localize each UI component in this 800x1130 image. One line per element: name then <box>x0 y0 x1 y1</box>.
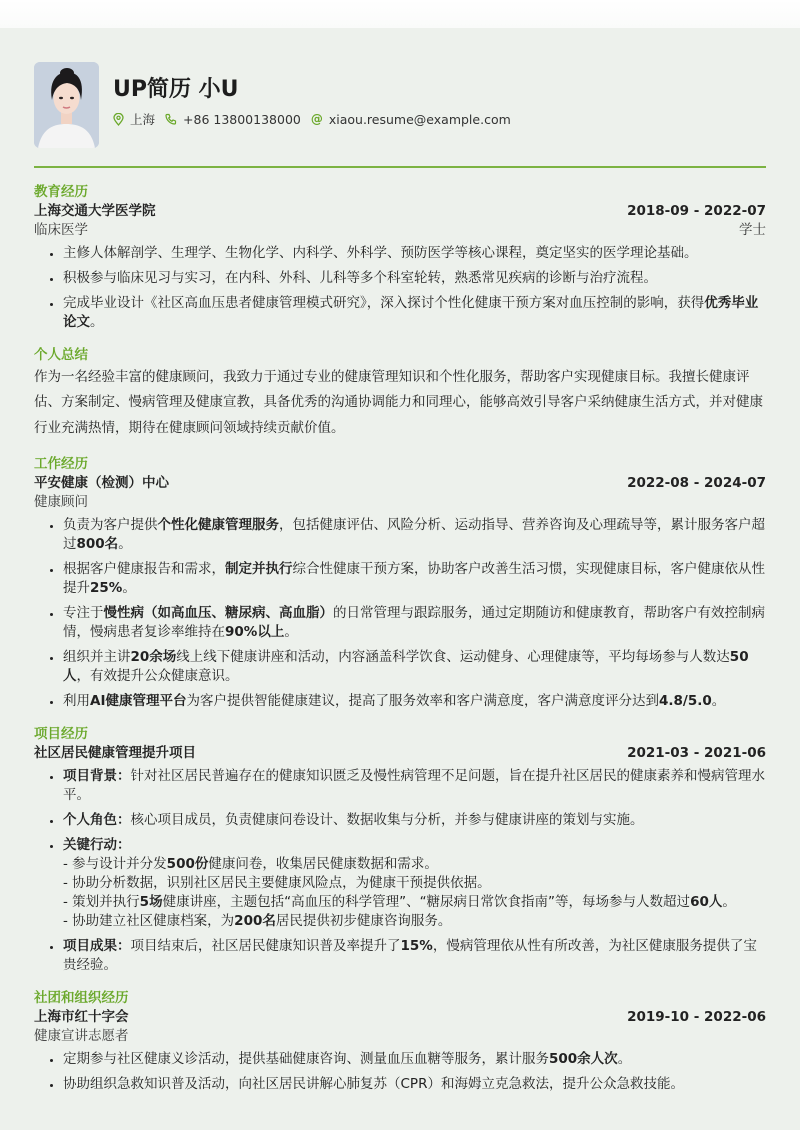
text-segment: 专注于 <box>63 605 104 621</box>
text-segment: 综合性健康干预方案，协助客户改善生活习惯，实现健康目标，客户健康依从性提升 <box>63 561 765 596</box>
resume-sections <box>34 183 766 1095</box>
text-segment: 。 <box>118 536 132 552</box>
bullet-item <box>63 560 766 598</box>
candidate-name: UP简历 小U <box>113 77 239 102</box>
text-segment: 定期参与社区健康义诊活动，提供基础健康咨询、测量血压血糖等服务，累计服务 <box>63 1051 549 1067</box>
entry-header <box>34 202 766 221</box>
resume-header <box>34 62 766 148</box>
text-segment: ，有效提升公众健康意识。 <box>76 668 239 684</box>
bold-text: 4.8/5.0 <box>658 693 712 709</box>
phone-icon <box>165 113 177 125</box>
entry-date: 2021-03 - 2021-06 <box>627 745 766 761</box>
bold-text: 项目成果： <box>63 938 131 954</box>
bullet-item <box>63 648 766 686</box>
bullet-item <box>63 767 766 805</box>
text-segment: 根据客户健康报告和需求， <box>63 561 225 577</box>
contact-email <box>311 112 511 127</box>
entry-subtitle: 健康宣讲志愿者 <box>34 1028 129 1044</box>
text-segment: 协助组织急救知识普及活动，向社区居民讲解心肺复苏（CPR）和海姆立克急救法，提升公众急救技能。 <box>63 1076 684 1092</box>
section-title: 个人总结 <box>34 346 88 363</box>
bold-text: AI健康管理平台 <box>90 693 187 709</box>
entry-title: 平安健康（检测）中心 <box>34 475 169 491</box>
bullet-item <box>63 244 766 263</box>
bold-text: 关键行动： <box>63 837 131 853</box>
bold-text: 制定并执行 <box>225 561 293 577</box>
section <box>34 346 766 442</box>
text-segment: - 参与设计并分发 <box>63 856 167 872</box>
bullet-item <box>63 1075 766 1094</box>
bold-text: 25% <box>90 580 123 596</box>
map-pin-icon <box>113 113 124 126</box>
text-segment: ，包括健康评估、风险分析、运动指导、营养咨询及心理疏导等，累计服务客户超过 <box>63 517 765 552</box>
sub-bullet-line <box>63 912 766 931</box>
entry-subheader <box>34 1027 766 1046</box>
bold-text: 5场 <box>139 894 163 910</box>
text-segment: 负责为客户提供 <box>63 517 158 533</box>
bold-text: 60人 <box>690 894 723 910</box>
entry-title: 上海市红十字会 <box>34 1009 129 1025</box>
text-segment: 。 <box>284 624 298 640</box>
entry-subtitle: 健康顾问 <box>34 494 88 510</box>
bullet-list <box>34 516 766 711</box>
text-segment: 针对社区居民普遍存在的健康知识匮乏及慢性病管理不足问题，旨在提升社区居民的健康素养和慢病管理水平。 <box>63 768 765 803</box>
top-band <box>0 0 800 28</box>
bullet-item <box>63 269 766 288</box>
entry-subheader <box>34 221 766 240</box>
text-segment: 完成毕业设计《社区高血压患者健康管理模式研究》，深入探讨个性化健康干预方案对血压控制的影响，获得 <box>63 294 705 311</box>
entry-date: 2022-08 - 2024-07 <box>627 475 766 491</box>
bold-text: 50人 <box>63 649 749 684</box>
section-title: 教育经历 <box>34 183 88 200</box>
text-segment: 。 <box>122 580 136 596</box>
text-segment: 主修人体解剖学、生理学、生物化学、内科学、外科学、预防医学等核心课程，奠定坚实的医学理论基础。 <box>63 244 698 261</box>
text-segment: 核心项目成员，负责健康问卷设计、数据收集与分析，并参与健康讲座的策划与实施。 <box>130 812 644 828</box>
text-segment: 线上线下健康讲座和活动，内容涵盖科学饮食、运动健身、心理健康等，平均每场参与人数达 <box>176 649 730 665</box>
entry-header <box>34 474 766 493</box>
section <box>34 725 766 975</box>
text-segment: 居民提供初步健康咨询服务。 <box>275 913 452 929</box>
contact-phone <box>165 112 301 127</box>
bold-text: 800名 <box>76 536 119 552</box>
bold-text: 500份 <box>166 856 209 872</box>
text-segment: 。 <box>722 894 736 910</box>
text-segment: 健康讲座，主题包括“高血压的科学管理”、“糖尿病日常饮食指南”等，每场参与人数超过 <box>162 894 691 910</box>
summary-paragraph: 作为一名经验丰富的健康顾问，我致力于通过专业的健康管理知识和个性化服务，帮助客户实现健康目标。我擅长健康评估、方案制定、慢病管理及健康宣教，具备优秀的沟通协调能力和同理心，能够高效引导客户采纳健康生活方式，并对健康行业充满热情，期待在健康顾问领域持续贡献价值。 <box>34 368 763 436</box>
contact-info <box>113 110 521 128</box>
resume-page <box>34 62 766 1100</box>
bold-text: 慢性病（如高血压、糖尿病、高血脂） <box>103 605 333 621</box>
text-segment: ，慢病管理依从性有所改善，为社区健康服务提供了宝贵经验。 <box>63 938 757 973</box>
text-segment: 组织并主讲 <box>63 649 131 665</box>
at-icon: @ <box>310 112 323 126</box>
text-segment: 。 <box>711 693 726 709</box>
section <box>34 183 766 332</box>
entry-header <box>34 1008 766 1027</box>
bold-text: 个性化健康管理服务 <box>157 517 279 533</box>
text-segment: - 策划并执行 <box>63 894 140 910</box>
text-segment: 。 <box>90 313 104 330</box>
sub-bullet-line <box>63 855 766 874</box>
entry-title: 上海交通大学医学院 <box>34 202 156 219</box>
section-title: 工作经历 <box>34 456 88 472</box>
text-segment: 。 <box>617 1051 632 1067</box>
bullet-list <box>34 244 766 332</box>
text-segment: 利用 <box>63 693 90 709</box>
entry-date: 2019-10 - 2022-06 <box>627 1009 766 1025</box>
section <box>34 455 766 711</box>
sub-bullet-line <box>63 893 766 912</box>
bold-text: 200名 <box>234 913 276 929</box>
bullet-item <box>63 604 766 642</box>
bullet-list <box>34 767 766 975</box>
entry-title: 社区居民健康管理提升项目 <box>34 745 196 761</box>
entry-subheader <box>34 493 766 512</box>
text-segment: 积极参与临床见习与实习，在内科、外科、儿科等多个科室轮转，熟悉常见疾病的诊断与治疗流程。 <box>63 269 657 286</box>
bullet-item <box>63 836 766 931</box>
bullet-item <box>63 692 766 711</box>
bold-text: 15% <box>400 938 433 954</box>
phone-text: +86 13800138000 <box>183 111 301 127</box>
text-segment: 为客户提供智能健康建议，提高了服务效率和客户满意度，客户满意度评分达到 <box>186 693 659 709</box>
text-segment: - 协助分析数据，识别社区居民主要健康风险点，为健康干预提供依据。 <box>63 875 491 891</box>
bullet-list <box>34 1050 766 1094</box>
bullet-item <box>63 1050 766 1069</box>
bullet-item <box>63 811 766 830</box>
text-segment: - 协助建立社区健康档案，为 <box>63 913 235 929</box>
profile-photo <box>34 62 99 148</box>
text-segment: 的日常管理与跟踪服务，通过定期随访和健康教育，帮助客户有效控制病情，慢病患者复诊率维持在 <box>63 605 765 640</box>
section-title: 项目经历 <box>34 726 88 742</box>
bullet-item <box>63 516 766 554</box>
bold-text: 90%以上 <box>225 624 285 640</box>
entry-date: 2018-09 - 2022-07 <box>627 202 766 219</box>
sub-bullet-line <box>63 874 766 893</box>
entry-degree: 学士 <box>739 221 766 238</box>
entry-header <box>34 744 766 763</box>
contact-location <box>113 110 155 128</box>
entry-subtitle: 临床医学 <box>34 221 88 238</box>
section-title: 社团和组织经历 <box>34 990 129 1006</box>
header-divider <box>34 166 766 168</box>
bullet-item <box>63 294 766 332</box>
section <box>34 989 766 1094</box>
bold-text: 优秀毕业论文 <box>63 294 759 330</box>
bold-text: 20余场 <box>130 649 177 665</box>
bold-text: 项目背景： <box>63 768 131 784</box>
bold-text: 个人角色： <box>63 812 131 828</box>
email-text[interactable]: xiaou.resume@example.com <box>328 111 511 127</box>
portrait-icon <box>34 62 99 148</box>
text-segment: 项目结束后，社区居民健康知识普及率提升了 <box>130 938 401 954</box>
text-segment: 健康问卷，收集居民健康数据和需求。 <box>208 856 438 872</box>
bold-text: 500余人次 <box>549 1051 618 1067</box>
location-text: 上海 <box>130 112 156 127</box>
bullet-item <box>63 937 766 975</box>
